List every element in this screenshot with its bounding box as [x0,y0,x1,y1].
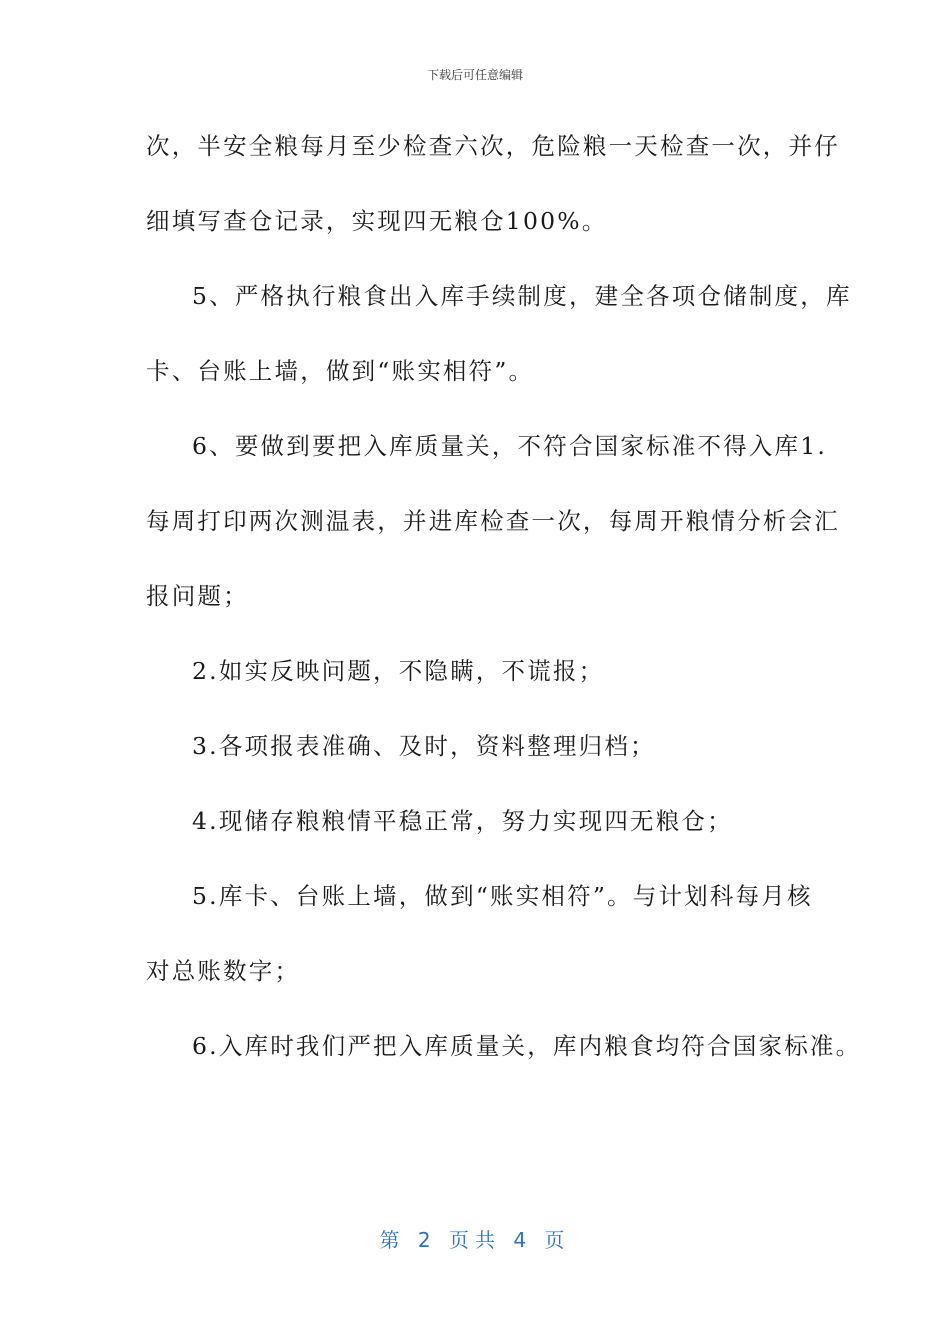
text-line: 3.各项报表准确、及时，资料整理归档； [192,732,656,760]
page-footer [0,1224,950,1253]
text-line: 2.如实反映问题，不隐瞒，不谎报； [192,657,605,685]
text-line: 6.入库时我们严把入库质量关，库内粮食均符合国家标准。 [192,1032,862,1060]
page-number: 第 2 页共 4 页 [379,1228,571,1252]
text-line: 细填写查仓记录，实现四无粮仓100%。 [146,207,608,235]
text-line: 6、要做到要把入库质量关，不符合国家标准不得入库1. [192,432,828,460]
text-line: 4.现储存粮粮情平稳正常，努力实现四无粮仓； [192,807,733,835]
text-line: 卡、台账上墙，做到“账实相符”。 [146,357,535,385]
page-header: 下载后可任意编辑 [426,68,523,82]
text-line: 5.库卡、台账上墙，做到“账实相符”。与计划科每月核 [192,882,813,910]
document-body [146,120,862,1095]
text-line: 报问题； [146,582,249,610]
text-line: 每周打印两次测温表，并进库检查一次，每周开粮情分析会汇 [146,507,840,535]
text-line: 次，半安全粮每月至少检查六次，危险粮一天检查一次，并仔 [146,132,840,160]
text-line: 5、严格执行粮食出入库手续制度，建全各项仓储制度，库 [192,282,852,310]
text-line: 对总账数字； [146,957,301,985]
